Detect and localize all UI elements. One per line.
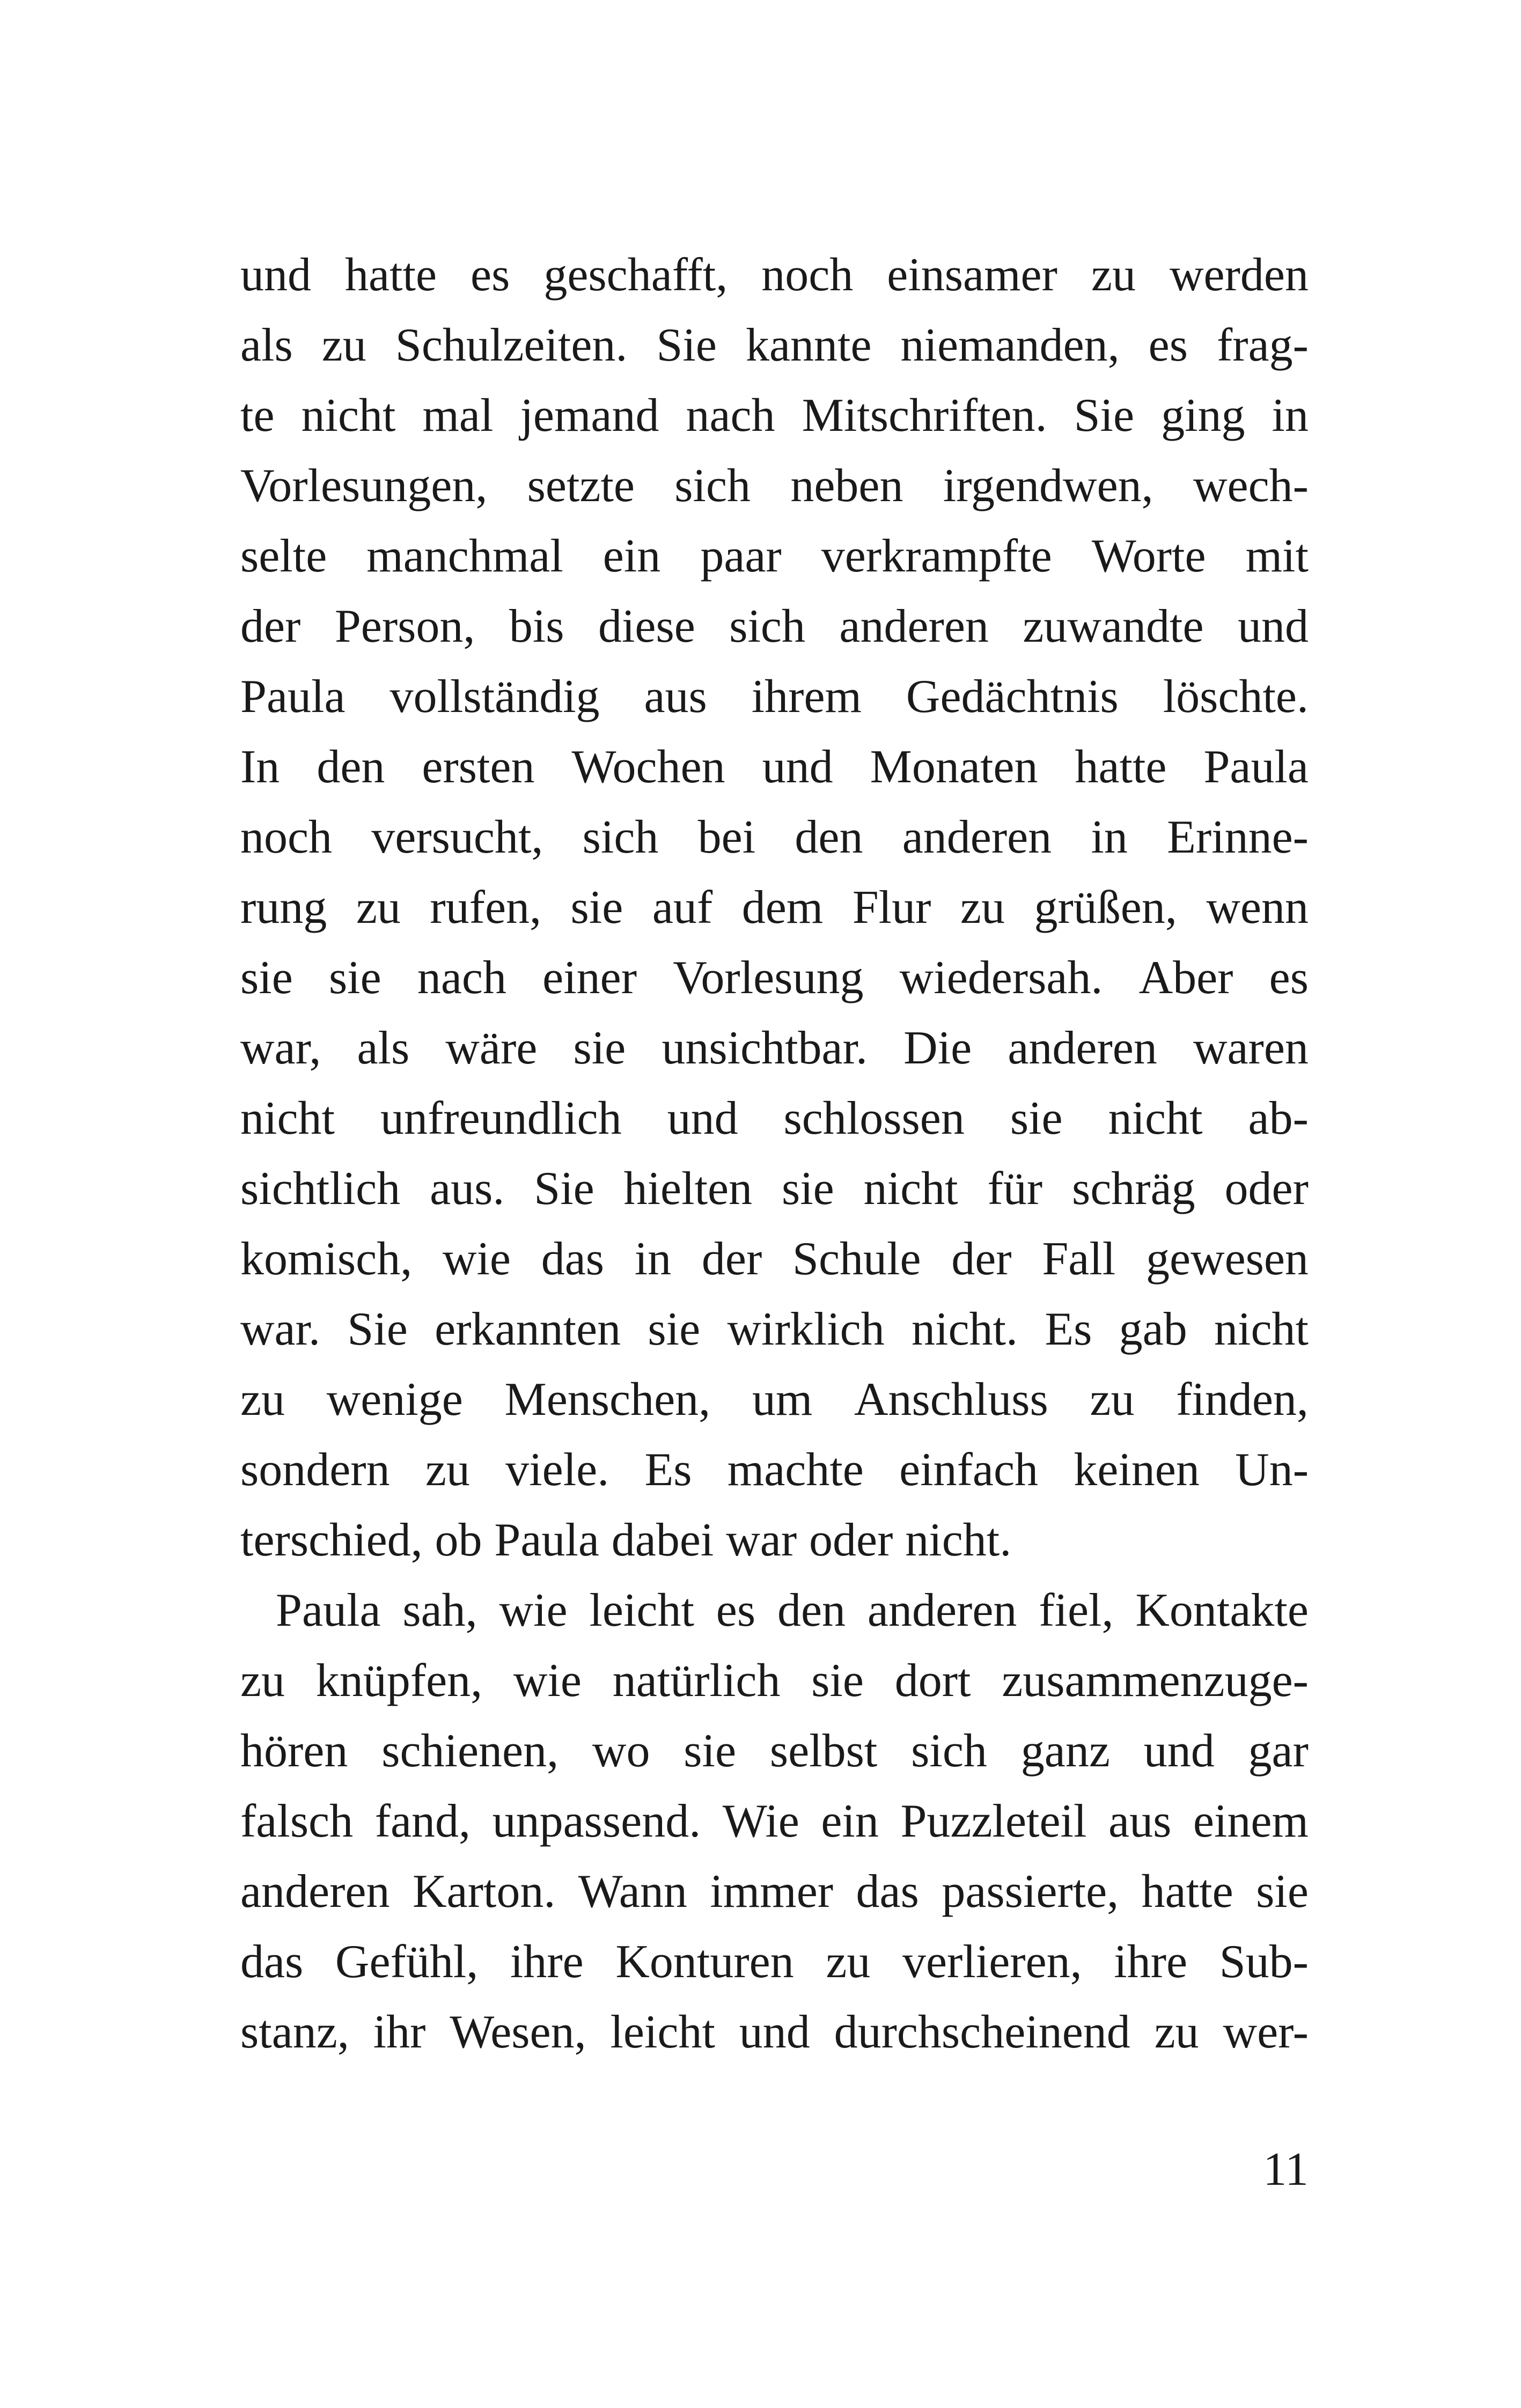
text-line: hören schienen, wo sie selbst sich ganz und gar — [240, 1725, 1309, 1777]
text-line: der Person, bis diese sich anderen zuwandte und — [240, 600, 1309, 652]
text-line: Paula sah, wie leicht es den anderen fiel, Kontakte — [276, 1584, 1309, 1636]
text-line: Vorlesungen, setzte sich neben irgendwen, wech- — [240, 460, 1309, 512]
body-text — [240, 240, 1309, 2067]
text-line: stanz, ihr Wesen, leicht und durchscheinend zu wer- — [240, 2006, 1309, 2058]
text-line: terschied, ob Paula dabei war oder nicht. — [240, 1514, 1012, 1566]
text-line: falsch fand, unpassend. Wie ein Puzzleteil aus einem — [240, 1795, 1309, 1847]
text-line: rung zu rufen, sie auf dem Flur zu grüßen, wenn — [240, 882, 1309, 934]
text-line: noch versucht, sich bei den anderen in Erinne- — [240, 811, 1309, 863]
text-line: nicht unfreundlich und schlossen sie nicht ab- — [240, 1092, 1309, 1144]
text-line: und hatte es geschafft, noch einsamer zu werden — [240, 249, 1309, 301]
paragraph — [240, 1575, 1309, 2067]
text-line: komisch, wie das in der Schule der Fall gewesen — [240, 1233, 1309, 1285]
text-line: zu knüpfen, wie natürlich sie dort zusammenzuge- — [240, 1655, 1309, 1707]
text-line: selte manchmal ein paar verkrampfte Worte mit — [240, 530, 1309, 582]
text-line: zu wenige Menschen, um Anschluss zu finden, — [240, 1374, 1309, 1426]
text-line: Paula vollständig aus ihrem Gedächtnis löschte. — [240, 671, 1309, 723]
text-line: te nicht mal jemand nach Mitschriften. Sie ging in — [240, 390, 1309, 442]
paragraph — [240, 240, 1309, 1575]
text-line: sie sie nach einer Vorlesung wiedersah. Aber es — [240, 952, 1309, 1004]
page-number: 11 — [1263, 2143, 1309, 2196]
text-line: anderen Karton. Wann immer das passierte, hatte sie — [240, 1866, 1309, 1918]
text-line: das Gefühl, ihre Konturen zu verlieren, ihre Sub- — [240, 1936, 1309, 1988]
text-line: sondern zu viele. Es machte einfach keinen Un- — [240, 1444, 1309, 1496]
text-line: In den ersten Wochen und Monaten hatte Paula — [240, 741, 1309, 793]
text-line: sichtlich aus. Sie hielten sie nicht für schräg oder — [240, 1163, 1309, 1215]
text-line: war, als wäre sie unsichtbar. Die anderen waren — [240, 1022, 1309, 1074]
text-line: war. Sie erkannten sie wirklich nicht. Es gab nicht — [240, 1303, 1309, 1355]
text-line: als zu Schulzeiten. Sie kannte niemanden, es frag- — [240, 319, 1309, 371]
